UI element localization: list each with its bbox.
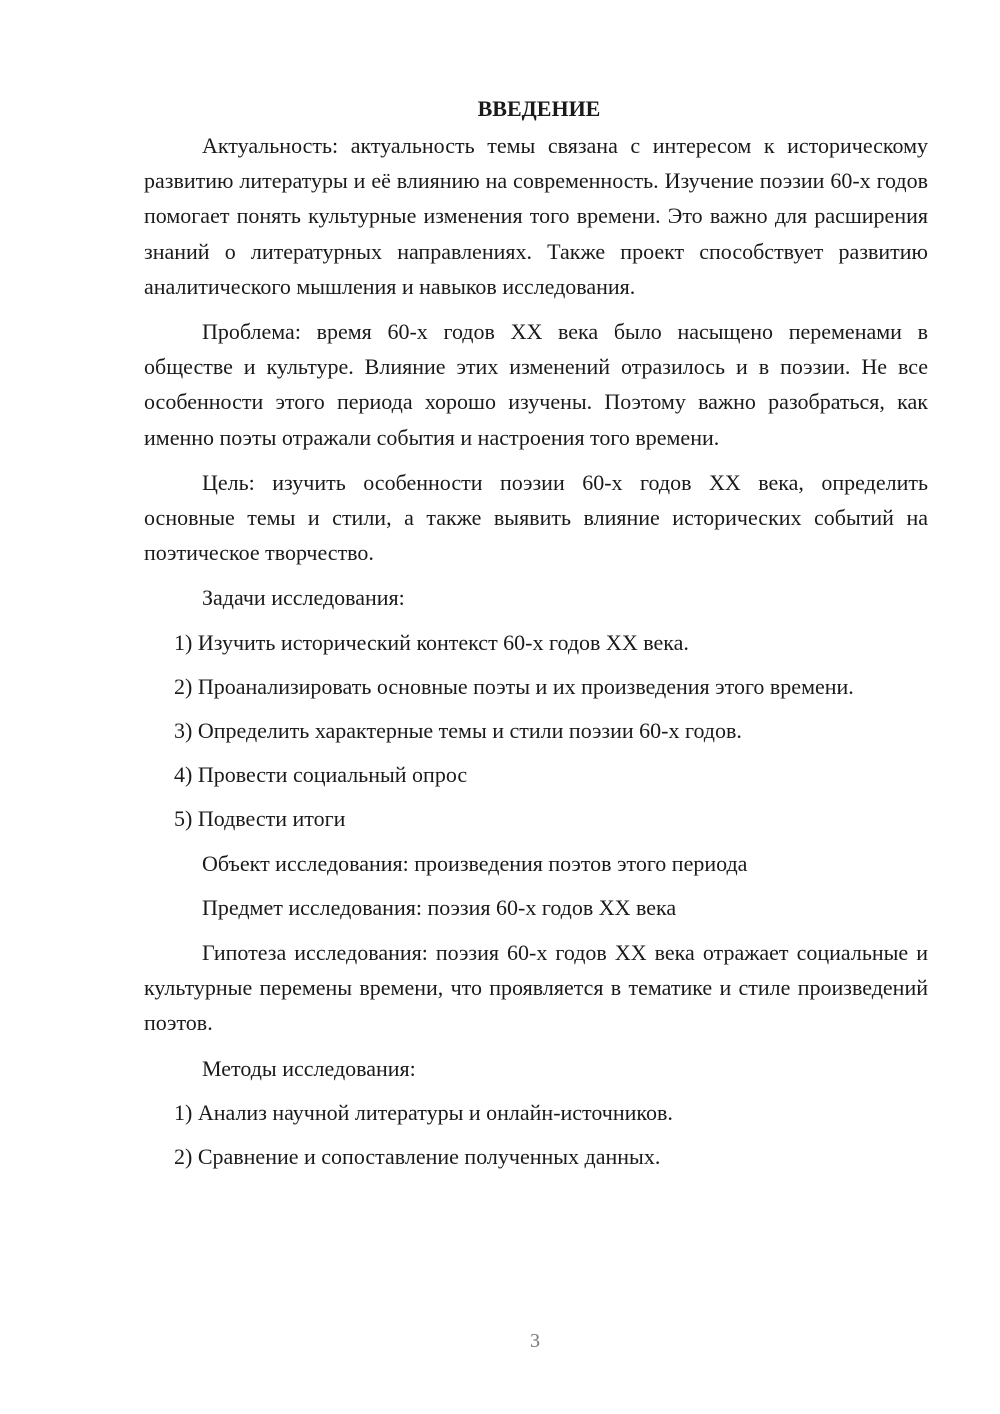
section-title: ВВЕДЕНИЕ xyxy=(477,96,601,121)
page-number: 3 xyxy=(530,1330,540,1352)
paragraph-hypothesis: Гипотеза исследования: поэзия 60-х годов XX века отражает социальные и культурные перемены времени, что проявляется в тематике и стиле произведений поэтов. xyxy=(144,940,928,1036)
task-item-3: 3) Определить характерные темы и стили поэзии 60-х годов. xyxy=(174,718,742,744)
method-item-1: 1) Анализ научной литературы и онлайн-источников. xyxy=(174,1099,673,1125)
method-item-2: 2) Сравнение и сопоставление полученных данных. xyxy=(174,1144,661,1170)
paragraph-relevance: Актуальность: актуальность темы связана с интересом к историческому развитию литературы и её влиянию на современность. Изучение поэзии 60-х годов помогает понять культурные изменения того времени. Это важно для расширения знаний о литературных направлениях. Также проект способствует развитию аналитического мышления и навыков исследования. xyxy=(144,133,928,299)
paragraph-methods-heading: Методы исследования: xyxy=(202,1055,416,1081)
paragraph-subject: Предмет исследования: поэзия 60-х годов XX века xyxy=(202,894,677,920)
paragraph-problem: Проблема: время 60-х годов XX века было насыщено переменами в обществе и культуре. Влияние этих изменений отразилось и в поэзии. Не все особенности этого периода хорошо изучены. Поэтому важно разобраться, как именно поэты отражали события и настроения того времени. xyxy=(144,319,928,450)
task-item-5: 5) Подвести итоги xyxy=(174,806,346,832)
task-item-1: 1) Изучить исторический контекст 60-х годов XX века. xyxy=(174,629,689,655)
paragraph-goal: Цель: изучить особенности поэзии 60-х годов XX века, определить основные темы и стили, а также выявить влияние исторических событий на поэтическое творчество. xyxy=(144,469,928,566)
task-item-4: 4) Провести социальный опрос xyxy=(174,762,468,788)
task-item-2: 2) Проанализировать основные поэты и их произведения этого времени. xyxy=(174,673,854,699)
paragraph-tasks-heading: Задачи исследования: xyxy=(202,585,405,611)
document-page xyxy=(144,92,928,1174)
paragraph-object: Объект исследования: произведения поэтов этого периода xyxy=(202,850,748,876)
